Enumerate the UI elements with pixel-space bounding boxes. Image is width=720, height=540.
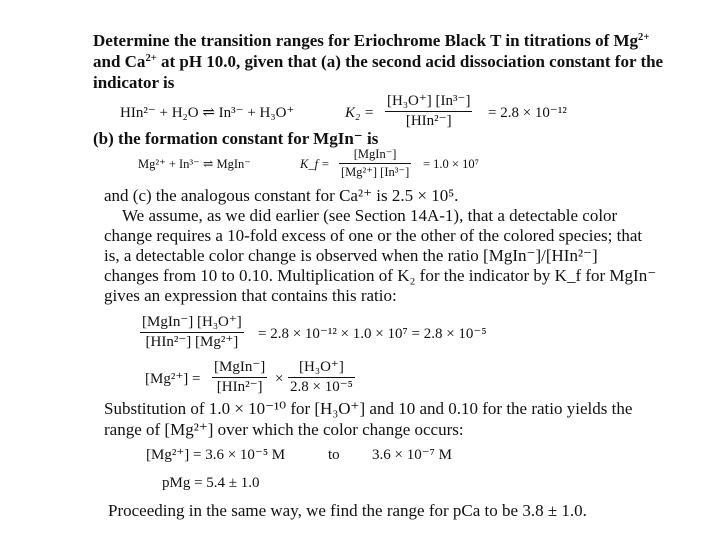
eq4-denominator-1: [HIn²⁻]	[212, 377, 267, 395]
eq2-reaction: Mg²⁺ + In³⁻ ⇌ MgIn⁻	[138, 157, 251, 171]
result-mg-lower: 3.6 × 10⁻⁷ M	[372, 447, 452, 463]
result-pmg: pMg = 5.4 ± 1.0	[162, 475, 260, 491]
eq4-fraction-2	[288, 360, 355, 395]
intro-line-2: and $Ca^{2+}$ at pH 10.0, given that (a) the second acid dissociation constant for the	[93, 52, 664, 71]
eq3-fraction	[140, 315, 244, 350]
eq1-fraction	[385, 94, 472, 129]
substitution-line-1: Substitution of 1.0 × 10⁻¹⁰ for [H₃O⁺] and 10 and 0.10 for the ratio yields the	[104, 399, 633, 418]
paragraph-line-3: is, a detectable color change is observed when the ratio [MgIn⁻]/[HIn²⁻]	[104, 246, 598, 265]
eq1-k-label: K₂ =	[345, 105, 375, 121]
eq4-times: ×	[275, 371, 284, 387]
eq2-fraction	[339, 148, 411, 178]
eq4-fraction-1	[212, 360, 267, 395]
paragraph-line-5: gives an expression that contains this ratio:	[104, 286, 397, 305]
result-mg-upper: [Mg²⁺] = 3.6 × 10⁻⁵ M	[146, 447, 286, 463]
intro-line-1: Determine the transition ranges for Eriochrome Black T in titrations of $Mg^{2+}$	[93, 31, 650, 50]
eq2-value: = 1.0 × 10⁷	[423, 157, 479, 171]
eq3-value: = 2.8 × 10⁻¹² × 1.0 × 10⁷ = 2.8 × 10⁻⁵	[258, 326, 487, 342]
eq1-reaction: HIn²⁻ + H₂O ⇌ In³⁻ + H₃O⁺	[120, 105, 295, 121]
eq4-denominator-2: 2.8 × 10⁻⁵	[290, 379, 353, 395]
eq1-numerator: [H₃O⁺] [In³⁻]	[387, 93, 471, 109]
substitution-line-2: range of [Mg²⁺] over which the color change occurs:	[104, 420, 464, 439]
eq2-k-label: K_f =	[300, 157, 330, 171]
conclusion: Proceeding in the same way, we find the range for pCa to be 3.8 ± 1.0.	[108, 501, 587, 520]
part-b: (b) the formation constant for MgIn⁻ is	[93, 129, 379, 148]
eq3-numerator: [MgIn⁻] [H₃O⁺]	[142, 314, 242, 330]
paragraph-line-1: We assume, as we did earlier (see Section 14A-1), that a detectable color	[122, 206, 618, 225]
paragraph-line-2: change requires a 10-fold excess of one or the other of the colored species; that	[104, 226, 643, 245]
eq1-denominator: [HIn²⁻]	[385, 111, 472, 129]
part-c: and (c) the analogous constant for Ca²⁺ is 2.5 × 10⁵.	[104, 186, 459, 205]
eq2-numerator: [MgIn⁻]	[353, 147, 397, 161]
eq4-lhs: [Mg²⁺] =	[145, 371, 201, 387]
eq1-value: = 2.8 × 10⁻¹²	[488, 105, 567, 121]
eq4-numerator-1: [MgIn⁻]	[214, 359, 266, 375]
eq2-denominator: [Mg²⁺] [In³⁻]	[341, 164, 410, 179]
intro-line-3: indicator is	[93, 73, 175, 92]
paragraph-line-4: changes from 10 to 0.10. Multiplication of K₂ for the indicator by K_f for MgIn⁻	[104, 266, 657, 285]
eq3-denominator: [HIn²⁻] [Mg²⁺]	[140, 332, 244, 350]
result-to: to	[328, 447, 340, 463]
eq4-numerator-2: [H₃O⁺]	[299, 359, 344, 375]
